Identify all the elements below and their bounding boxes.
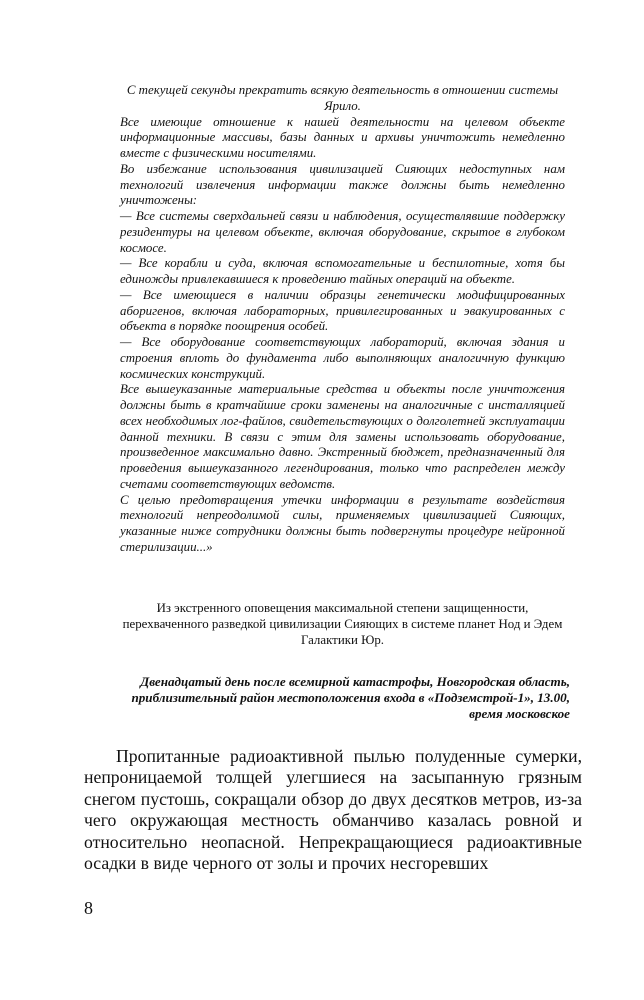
body-paragraph: Пропитанные радиоактивной пылью полуденные сумерки, непроницаемой толщей улегшиеся на засыпанную грязным снегом пустошь, сокращали обзор до двух десятков метров, из-за чего окружающая местность обманчиво казалась ровной и относительно неопасной. Непрекращающиеся радиоактивные осадки в виде черного от золы и прочих несгоревших xyxy=(84,746,582,874)
epigraph xyxy=(120,83,565,556)
epigraph-source: Из экстренного оповещения максимальной степени защищенности, перехваченного разведкой цивилизации Сияющих в системе планет Нод и Эдем Галактики Юр. xyxy=(122,601,563,647)
page-number: 8 xyxy=(84,898,93,918)
epigraph-list-item: — Все имеющиеся в наличии образцы генетически модифицированных аборигенов, включая лабораторных, привилегированных и эвакуированных с объекта в порядке поощрения особей. xyxy=(120,287,565,334)
epigraph-list-item: — Все корабли и суда, включая вспомогательные и беспилотные, хотя бы единожды привлекавшиеся к проведению тайных операций на объекте. xyxy=(120,256,565,286)
chapter-heading: Двенадцатый день после всемирной катастрофы, Новгородская область, приблизительный район местоположения входа в «Подземстрой-1», 13.00, время московское xyxy=(131,674,570,722)
epigraph-paragraph: Все вышеуказанные материальные средства и объекты после уничтожения должны быть в кратчайшие сроки заменены на аналогичные с инсталляцией всех необходимых лог-файлов, свидетельствующих о долголетней эксплуатации данной техники. В связи с этим для замены использовать оборудование, произведенное максимально давно. Экстренный бюджет, предназначенный для проведения вышеуказанного легендирования, только что распределен между счетами соответствующих ведомств. xyxy=(120,382,565,491)
epigraph-paragraph: Все имеющие отношение к нашей деятельности на целевом объекте информационные массивы, базы данных и архивы уничтожить немедленно вместе с физическими носителями. xyxy=(120,114,565,160)
epigraph-list-item: — Все системы сверхдальней связи и наблюдения, осуществлявшие поддержку резидентуры на целевом объекте, включая оборудование, скрытое в глубоком космосе. xyxy=(120,209,565,255)
epigraph-list-item: — Все оборудование соответствующих лабораторий, включая здания и строения вплоть до фундамента либо выполняющих аналогичную функцию космических конструкций. xyxy=(120,335,565,381)
epigraph-paragraph: С целью предотвращения утечки информации в результате воздействия технологий непреодолимой силы, применяемых цивилизацией Сияющих, указанные ниже сотрудники должны быть подвергнуты процедуре нейронной стерилизации...» xyxy=(120,492,565,554)
epigraph-paragraph: Во избежание использования цивилизацией Сияющих недоступных нам технологий извлечения информации также должны быть немедленно уничтожены: xyxy=(120,161,565,208)
epigraph-paragraph: С текущей секунды прекратить всякую деятельность в отношении системы Ярило. xyxy=(126,83,559,113)
